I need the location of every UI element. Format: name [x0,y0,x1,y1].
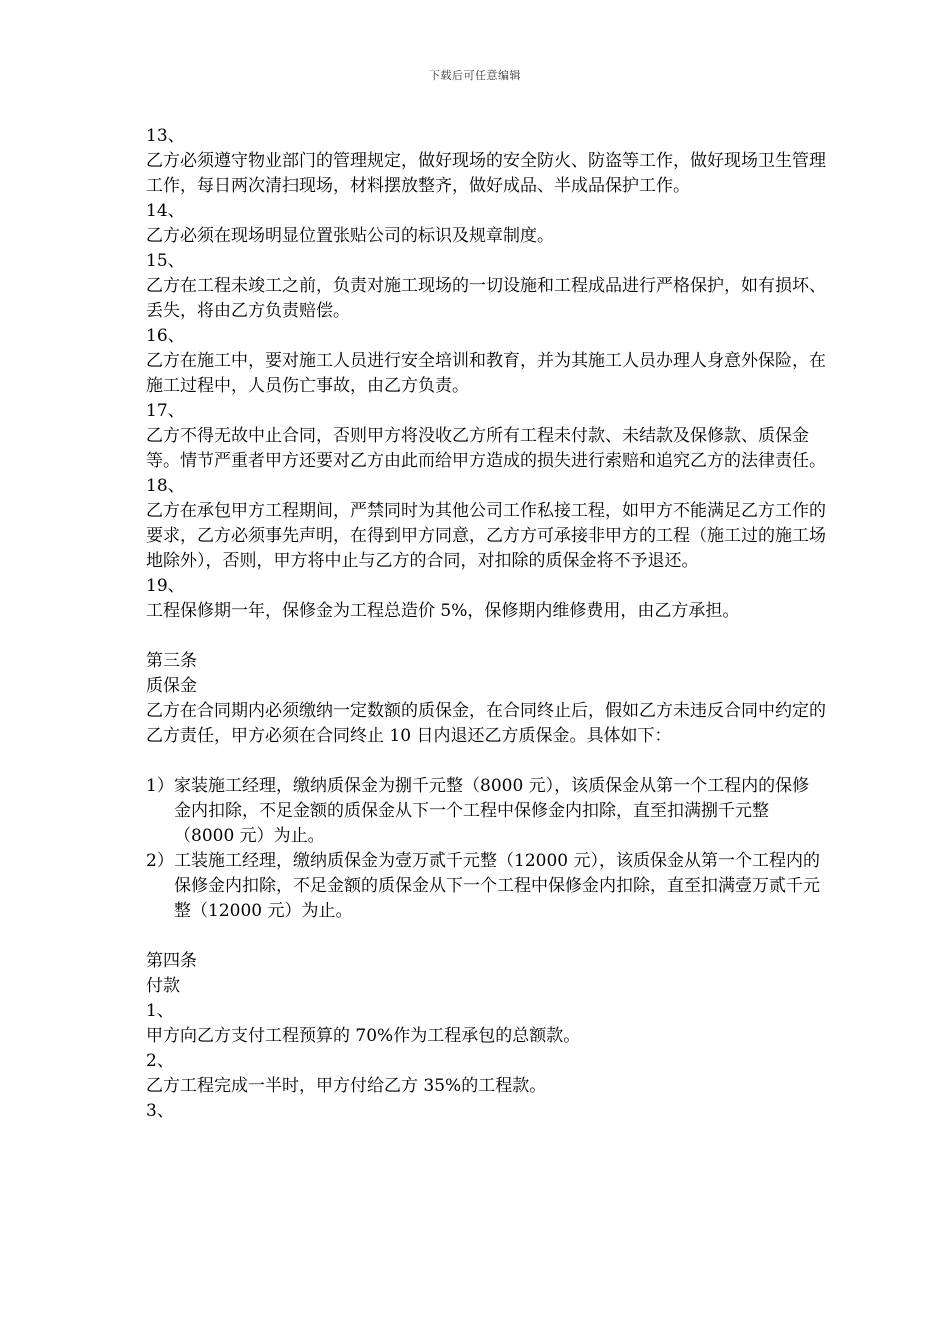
page-header: 下载后可任意编辑 [429,69,521,82]
clause-number: 14、 [146,201,185,221]
article4-section [146,949,826,1124]
article-heading: 第四条 [146,951,197,971]
clause-text: 乙方不得无故中止合同，否则甲方将没收乙方所有工程未付款、未结款及保修款、质保金等。情节严重者甲方还要对乙方由此而给甲方造成的损失进行索赔和追究乙方的法律责任。 [146,426,826,471]
clause-text: 乙方在施工中，要对施工人员进行安全培训和教育，并为其施工人员办理人身意外保险，在施工过程中，人员伤亡事故，由乙方负责。 [146,351,826,396]
clause-text: 工程保修期一年，保修金为工程总造价 5%，保修期内维修费用，由乙方承担。 [146,601,740,621]
article-title: 付款 [146,976,180,996]
article-intro: 乙方在合同期内必须缴纳一定数额的质保金，在合同终止后，假如乙方未违反合同中约定的乙方责任，甲方必须在合同终止 10 日内退还乙方质保金。具体如下： [146,701,826,746]
spacer [146,924,826,949]
spacer [146,624,826,649]
clause-number: 1、 [146,1001,174,1021]
clause-number: 18、 [146,476,185,496]
clause-text: 乙方在工程未竣工之前，负责对施工现场的一切设施和工程成品进行严格保护，如有损坏、丢失，将由乙方负责赔偿。 [146,276,826,321]
list-text: 工装施工经理，缴纳质保金为壹万贰千元整（12000 元），该质保金从第一个工程内的保修金内扣除，不足金额的质保金从下一个工程中保修金内扣除，直至扣满壹万贰千元整（12000 元）为止。 [174,851,820,921]
clause-number: 16、 [146,326,185,346]
spacer [146,749,826,774]
article-title: 质保金 [146,676,197,696]
clause-number: 19、 [146,576,185,596]
clause-text: 乙方必须在现场明显位置张贴公司的标识及规章制度。 [146,226,554,246]
article3-section [146,649,826,924]
list-text: 家装施工经理，缴纳质保金为捌千元整（8000 元），该质保金从第一个工程内的保修金内扣除，不足金额的质保金从下一个工程中保修金内扣除，直至扣满捌千元整（8000 元）为止。 [174,776,810,846]
list-item [146,774,826,849]
clause-text: 甲方向乙方支付工程预算的 70%作为工程承包的总额款。 [146,1026,581,1046]
document-body [146,124,826,1124]
clause-number: 15、 [146,251,185,271]
clause-number: 3、 [146,1101,174,1121]
list-number: 2） [146,851,174,871]
clause-number: 2、 [146,1051,174,1071]
clause-number: 17、 [146,401,185,421]
article2-items [146,124,826,624]
clause-number: 13、 [146,126,185,146]
clause-text: 乙方必须遵守物业部门的管理规定，做好现场的安全防火、防盗等工作，做好现场卫生管理工作，每日两次清扫现场，材料摆放整齐，做好成品、半成品保护工作。 [146,151,826,196]
article-heading: 第三条 [146,651,197,671]
clause-text: 乙方工程完成一半时，甲方付给乙方 35%的工程款。 [146,1076,547,1096]
clause-text: 乙方在承包甲方工程期间，严禁同时为其他公司工作私接工程，如甲方不能满足乙方工作的要求，乙方必须事先声明，在得到甲方同意，乙方方可承接非甲方的工程（施工过的施工场地除外），否则，甲方将中止与乙方的合同，对扣除的质保金将不予退还。 [146,501,826,571]
list-item [146,849,826,924]
list-number: 1） [146,776,174,796]
